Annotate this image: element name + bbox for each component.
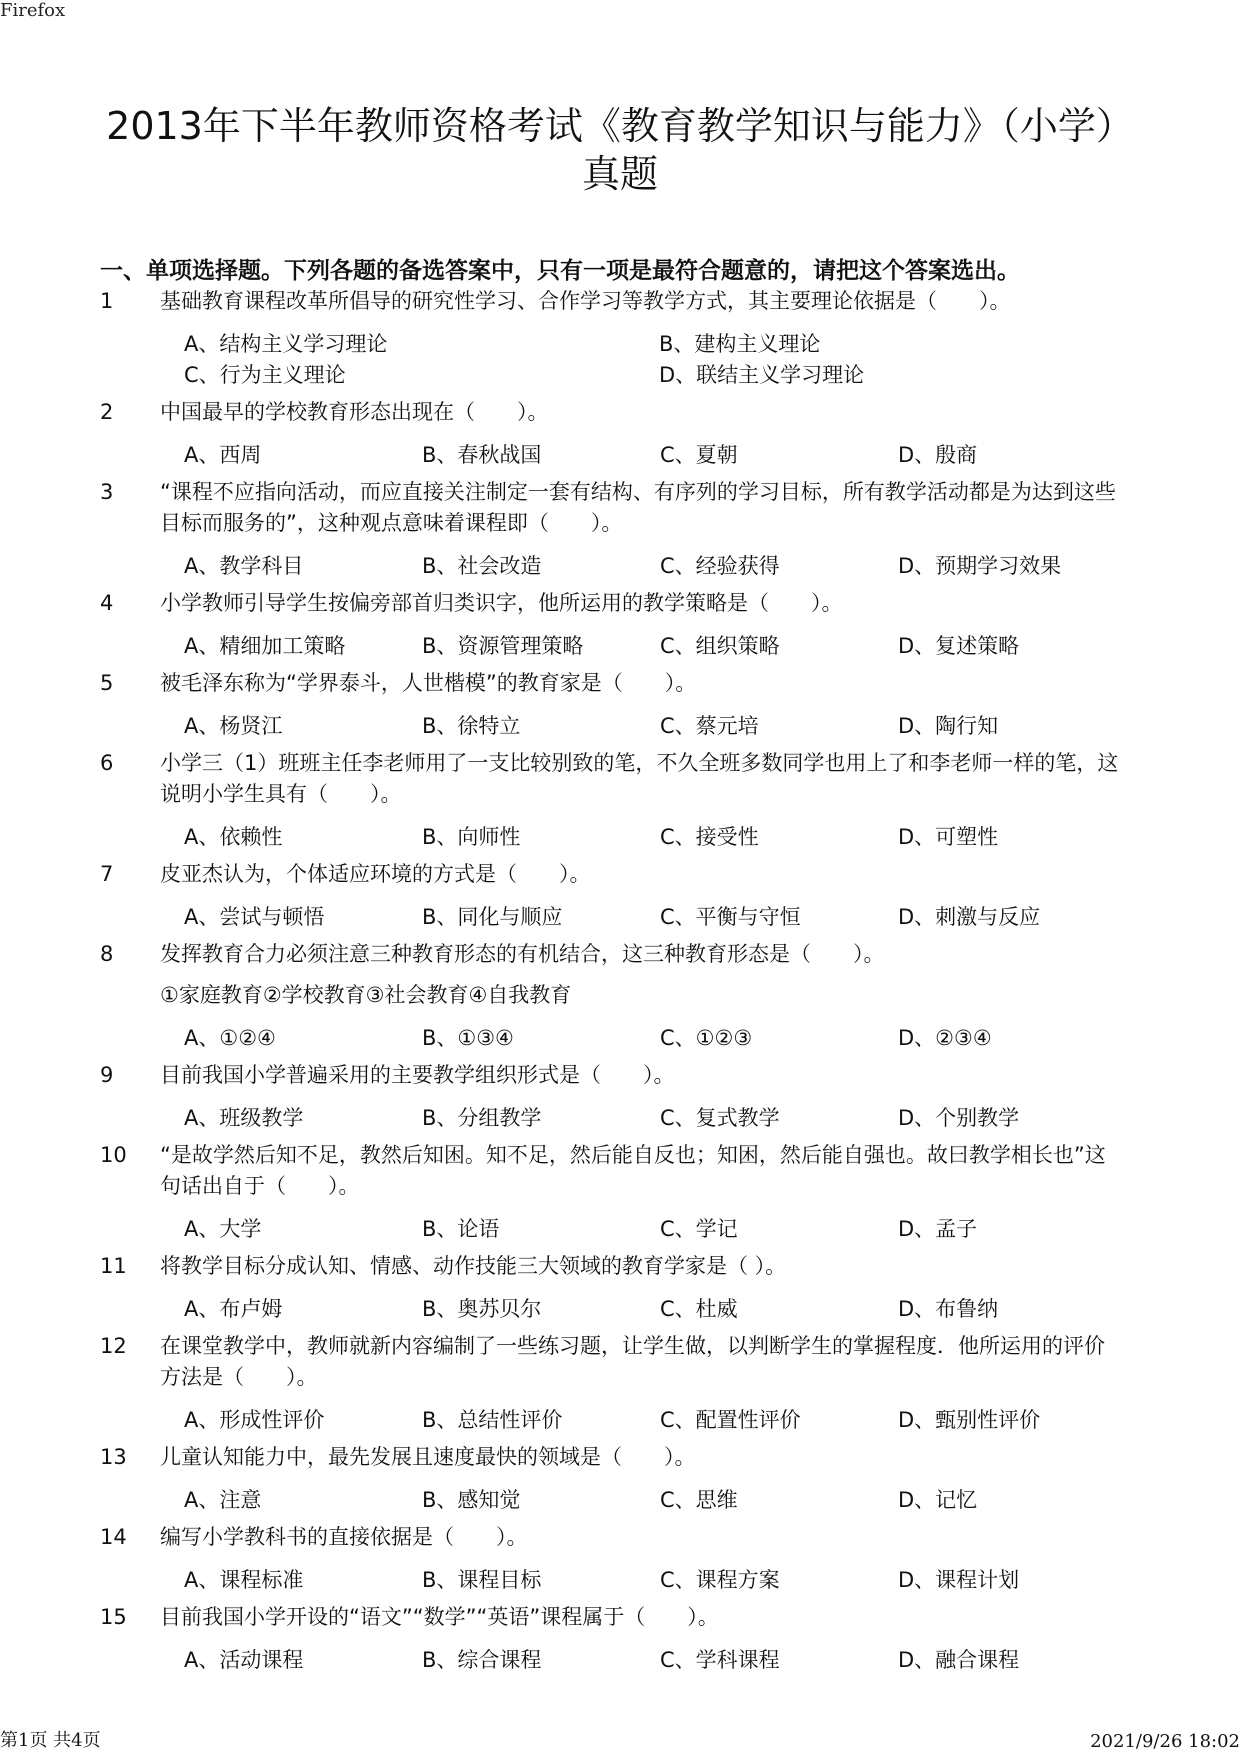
question-stem [100, 1602, 1140, 1633]
section-heading: 一、单项选择题。下列各题的备选答案中，只有一项是最符合题意的，请把这个答案选出。 [100, 258, 1020, 284]
question-text: 发挥教育合力必须注意三种教育形态的有机结合，这三种教育形态是（ ）。 [160, 942, 885, 966]
question-text: 目前我国小学开设的“语文”“数学”“英语”课程属于（ ）。 [160, 1605, 719, 1629]
question-stem [100, 1522, 1140, 1553]
answer-option: D、刺激与反应 [898, 905, 1041, 929]
question-item [100, 748, 1140, 853]
option-list [184, 631, 1140, 662]
question-item [100, 397, 1140, 471]
answer-option: B、分组教学 [422, 1106, 542, 1130]
question-stem [100, 286, 1140, 317]
question-number: 5 [100, 671, 114, 695]
answer-option: B、社会改造 [422, 554, 542, 578]
option-list [184, 329, 1140, 391]
question-text: 小学教师引导学生按偏旁部首归类识字，他所运用的教学策略是（ ）。 [160, 591, 843, 615]
question-text: 小学三（1）班班主任李老师用了一支比较别致的笔，不久全班多数同学也用上了和李老师一样的笔，这说明小学生具有（ ）。 [160, 751, 1119, 806]
answer-option: A、西周 [184, 443, 262, 467]
question-extra-text: ①家庭教育②学校教育③社会教育④自我教育 [160, 983, 572, 1007]
answer-option: D、殷商 [898, 443, 978, 467]
answer-option: B、建构主义理论 [659, 332, 821, 356]
answer-option: B、同化与顺应 [422, 905, 563, 929]
question-item [100, 939, 1140, 1054]
answer-option: C、学科课程 [660, 1648, 780, 1672]
option-list [184, 902, 1140, 933]
answer-option: A、形成性评价 [184, 1408, 325, 1432]
browser-app-name: Firefox [0, 0, 66, 21]
answer-option: B、课程目标 [422, 1568, 542, 1592]
answer-option: D、个别教学 [898, 1106, 1020, 1130]
answer-option: A、①②④ [184, 1026, 276, 1050]
option-list [184, 822, 1140, 853]
answer-option: C、夏朝 [660, 443, 738, 467]
answer-option: A、杨贤江 [184, 714, 283, 738]
answer-option: C、①②③ [660, 1026, 753, 1050]
answer-option: A、布卢姆 [184, 1297, 283, 1321]
question-number: 2 [100, 400, 114, 424]
question-item [100, 1140, 1140, 1245]
option-list [184, 711, 1140, 742]
option-list [184, 440, 1140, 471]
answer-option: C、组织策略 [660, 634, 780, 658]
question-text: 被毛泽东称为“学界泰斗，人世楷模”的教育家是（ ）。 [160, 671, 697, 695]
answer-option: C、接受性 [660, 825, 759, 849]
answer-option: C、配置性评价 [660, 1408, 801, 1432]
question-stem [100, 939, 1140, 970]
answer-option: A、精细加工策略 [184, 634, 346, 658]
answer-option: A、班级教学 [184, 1106, 304, 1130]
answer-option: C、杜威 [660, 1297, 738, 1321]
question-number: 9 [100, 1063, 114, 1087]
answer-option: D、融合课程 [898, 1648, 1020, 1672]
answer-option: C、课程方案 [660, 1568, 780, 1592]
option-list [184, 1103, 1140, 1134]
question-text: 皮亚杰认为，个体适应环境的方式是（ ）。 [160, 862, 591, 886]
document-title: 2013年下半年教师资格考试《教育教学知识与能力》（小学）真题 [106, 104, 1134, 196]
answer-option: A、教学科目 [184, 554, 304, 578]
answer-option: A、尝试与顿悟 [184, 905, 325, 929]
question-text: 在课堂教学中，教师就新内容编制了一些练习题，让学生做，以判断学生的掌握程度．他所运用的评价方法是（ ）。 [160, 1334, 1105, 1389]
answer-option: D、预期学习效果 [898, 554, 1062, 578]
question-number: 8 [100, 942, 114, 966]
answer-option: B、向师性 [422, 825, 521, 849]
question-item [100, 286, 1140, 391]
answer-option: A、依赖性 [184, 825, 283, 849]
answer-option: A、大学 [184, 1217, 262, 1241]
question-stem [100, 1140, 1140, 1202]
question-number: 14 [100, 1525, 127, 1549]
answer-option: B、论语 [422, 1217, 500, 1241]
option-list [184, 1405, 1140, 1436]
question-item [100, 668, 1140, 742]
question-stem [100, 1060, 1140, 1091]
option-list [184, 1214, 1140, 1245]
question-stem [100, 748, 1140, 810]
question-number: 7 [100, 862, 114, 886]
question-stem [100, 1442, 1140, 1473]
question-number: 3 [100, 480, 114, 504]
option-list [184, 1294, 1140, 1325]
question-item [100, 1442, 1140, 1516]
option-list [184, 551, 1140, 582]
option-list [184, 1645, 1140, 1676]
print-timestamp: 2021/9/26 18:02 [1090, 1731, 1240, 1752]
option-list [184, 1023, 1140, 1054]
answer-option: C、学记 [660, 1217, 738, 1241]
answer-option: C、行为主义理论 [184, 363, 346, 387]
option-list [184, 1565, 1140, 1596]
answer-option: B、徐特立 [422, 714, 521, 738]
question-item [100, 477, 1140, 582]
question-item [100, 588, 1140, 662]
answer-option: C、复式教学 [660, 1106, 780, 1130]
question-stem [100, 397, 1140, 428]
question-number: 4 [100, 591, 114, 615]
answer-option: A、注意 [184, 1488, 262, 1512]
question-text: 儿童认知能力中，最先发展且速度最快的领域是（ ）。 [160, 1445, 696, 1469]
answer-option: B、总结性评价 [422, 1408, 563, 1432]
answer-option: D、陶行知 [898, 714, 999, 738]
question-number: 10 [100, 1143, 127, 1167]
question-text: 将教学目标分成认知、情感、动作技能三大领域的教育学家是（ ）。 [160, 1254, 787, 1278]
question-text: 目前我国小学普遍采用的主要教学组织形式是（ ）。 [160, 1063, 675, 1087]
answer-option: D、孟子 [898, 1217, 978, 1241]
answer-option: A、结构主义学习理论 [184, 332, 388, 356]
question-stem [100, 1331, 1140, 1393]
answer-option: D、甄别性评价 [898, 1408, 1041, 1432]
answer-option: D、②③④ [898, 1026, 992, 1050]
question-text: “是故学然后知不足，教然后知困。知不足，然后能自反也；知困，然后能自强也。故曰教学相长也”这句话出自于（ ）。 [160, 1143, 1106, 1198]
question-number: 15 [100, 1605, 127, 1629]
question-number: 12 [100, 1334, 127, 1358]
answer-option: A、活动课程 [184, 1648, 304, 1672]
question-stem [100, 588, 1140, 619]
question-item [100, 1251, 1140, 1325]
question-text: 基础教育课程改革所倡导的研究性学习、合作学习等教学方式，其主要理论依据是（ ）。 [160, 289, 1011, 313]
answer-option: B、资源管理策略 [422, 634, 584, 658]
question-number: 11 [100, 1254, 127, 1278]
page-info: 第1页 共4页 [0, 1730, 101, 1751]
question-item [100, 1522, 1140, 1596]
answer-option: A、课程标准 [184, 1568, 304, 1592]
answer-option: D、课程计划 [898, 1568, 1020, 1592]
answer-option: B、感知觉 [422, 1488, 521, 1512]
answer-option: C、经验获得 [660, 554, 780, 578]
answer-option: C、平衡与守恒 [660, 905, 801, 929]
question-item [100, 1060, 1140, 1134]
question-item [100, 859, 1140, 933]
question-number: 13 [100, 1445, 127, 1469]
answer-option: C、蔡元培 [660, 714, 759, 738]
question-text: “课程不应指向活动，而应直接关注制定一套有结构、有序列的学习目标，所有教学活动都是为达到这些目标而服务的”，这种观点意味着课程即（ ）。 [160, 480, 1116, 535]
question-item [100, 1602, 1140, 1676]
question-stem [100, 1251, 1140, 1282]
question-list [100, 286, 1140, 1682]
answer-option: D、联结主义学习理论 [659, 363, 865, 387]
answer-option: D、复述策略 [898, 634, 1020, 658]
answer-option: B、①③④ [422, 1026, 514, 1050]
question-stem [100, 477, 1140, 539]
question-item [100, 1331, 1140, 1436]
question-text: 编写小学教科书的直接依据是（ ）。 [160, 1525, 528, 1549]
question-number: 6 [100, 751, 114, 775]
answer-option: D、记忆 [898, 1488, 978, 1512]
option-list [184, 1485, 1140, 1516]
question-stem [100, 668, 1140, 699]
answer-option: B、春秋战国 [422, 443, 542, 467]
question-number: 1 [100, 289, 114, 313]
answer-option: C、思维 [660, 1488, 738, 1512]
answer-option: D、布鲁纳 [898, 1297, 999, 1321]
question-stem [100, 859, 1140, 890]
answer-option: D、可塑性 [898, 825, 999, 849]
answer-option: B、综合课程 [422, 1648, 542, 1672]
question-text: 中国最早的学校教育形态出现在（ ）。 [160, 400, 549, 424]
answer-option: B、奥苏贝尔 [422, 1297, 542, 1321]
